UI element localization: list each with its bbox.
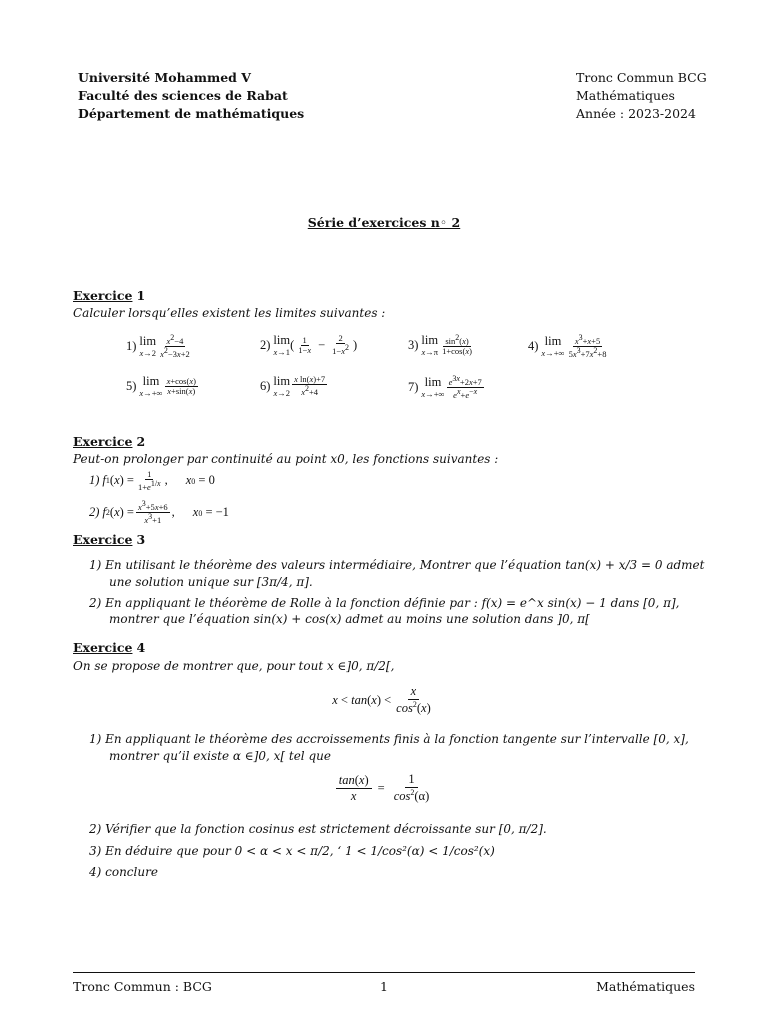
exercise-1-heading: Exercice 1 [73, 288, 146, 303]
exercise-4-q1-line1: 1) En appliquant le théorème des accroissements finis à la fonction tangente sur l’intervalle [0, x], [89, 732, 689, 746]
page-title: Série d’exercices n◦ 2 [307, 215, 461, 230]
exercise-3-q1-line2: une solution unique sur [3π/4, π]. [109, 575, 313, 589]
exercise-1-intro: Calculer lorsqu’elles existent les limites suivantes : [73, 306, 386, 320]
footer-right: Mathématiques [596, 979, 695, 994]
function-f1: 1) f 1 (x) = $\frac{1}{1+e^{1/x}}$ , x0 = 0 [89, 469, 215, 492]
faculty-name: Faculté des sciences de Rabat [78, 88, 288, 103]
academic-year: Année : 2023-2024 [576, 106, 696, 121]
course-block [576, 69, 707, 123]
exercise-4-q2: 2) Vérifier que la fonction cosinus est strictement décroissante sur [0, π/2]. [89, 822, 547, 836]
mean-value-display: $\frac{\tan(x)}{x}$ = $\frac{1}{\cos^2(\alpha)}$ [0, 772, 768, 804]
exercise-2-intro: Peut-on prolonger par continuité au point x0, les fonctions suivantes : [73, 452, 499, 466]
limit-1: 1) lim x→2 $\frac{x^2-4}{x^2-3x+2}$ [126, 333, 190, 359]
department-name: Département de mathématiques [78, 106, 305, 121]
limit-4: 4) lim x→+∞ $\frac{x^3+x+5}{5x^3+7x^2+8}$ [528, 333, 607, 359]
institution-block [78, 69, 304, 123]
footer-rule [73, 972, 695, 973]
subject-name: Mathématiques [576, 88, 675, 103]
exercise-3-q1-line1: 1) En utilisant le théorème des valeurs intermédiaire, Montrer que l’équation tan(x) + x/3 = 0 admet [89, 558, 705, 572]
function-f2: 2) f 2 (x) = $\frac{x^3+5x+6}{x^3+1}$ , x0 = −1 [89, 499, 229, 525]
university-name: Université Mohammed V [78, 70, 251, 85]
exercise-3-heading: Exercice 3 [73, 532, 146, 547]
exercise-4-intro: On se propose de montrer que, pour tout x ∈]0, π/2[, [73, 659, 395, 673]
limit-5: 5) lim x→+∞ $\frac{x+\cos(x)}{x+\sin(x)}$ [126, 374, 196, 398]
exercise-2-heading: Exercice 2 [73, 434, 146, 449]
exercise-4-q1-line2: montrer qu’il existe α ∈]0, x[ tel que [109, 749, 331, 763]
footer-left: Tronc Commun : BCG [73, 979, 212, 994]
page-number: 1 [380, 979, 388, 994]
exercise-4-heading: Exercice 4 [73, 640, 146, 655]
exercise-3-q2-line1: 2) En appliquant le théorème de Rolle à la fonction définie par : f(x) = e^x sin(x) − 1 dans [0, π], [89, 596, 680, 610]
course-name: Tronc Commun BCG [576, 70, 707, 85]
exercise-3-q2-line2: montrer que l’équation sin(x) + cos(x) admet au moins une solution dans ]0, π[ [109, 612, 590, 626]
limit-7: 7) lim x→+∞ $\frac{e^{3x}+2x+7}{e^x+e^{-x}}$ [408, 374, 482, 400]
limit-6: 6) lim x→2 $\frac{\text{x ln(x)+7}}{x^2+4}$ [260, 374, 326, 398]
exercise-4-q4: 4) conclure [89, 865, 158, 879]
limit-2: 2) lim x→1 ( $\frac{1}{1-x}$ − $\frac{2}{1-x^2}$ ) [260, 333, 358, 357]
exercise-4-q3: 3) En déduire que pour 0 < α < x < π/2, ‘ 1 < 1/cos²(α) < 1/cos²(x) [89, 844, 495, 858]
inequality-display: x < tan(x) < $\frac{x}{\cos^2(x)}$ [332, 684, 431, 716]
limit-3: 3) lim x→π $\frac{\sin^2(x)}{1+\cos(x)}$ [408, 333, 472, 357]
